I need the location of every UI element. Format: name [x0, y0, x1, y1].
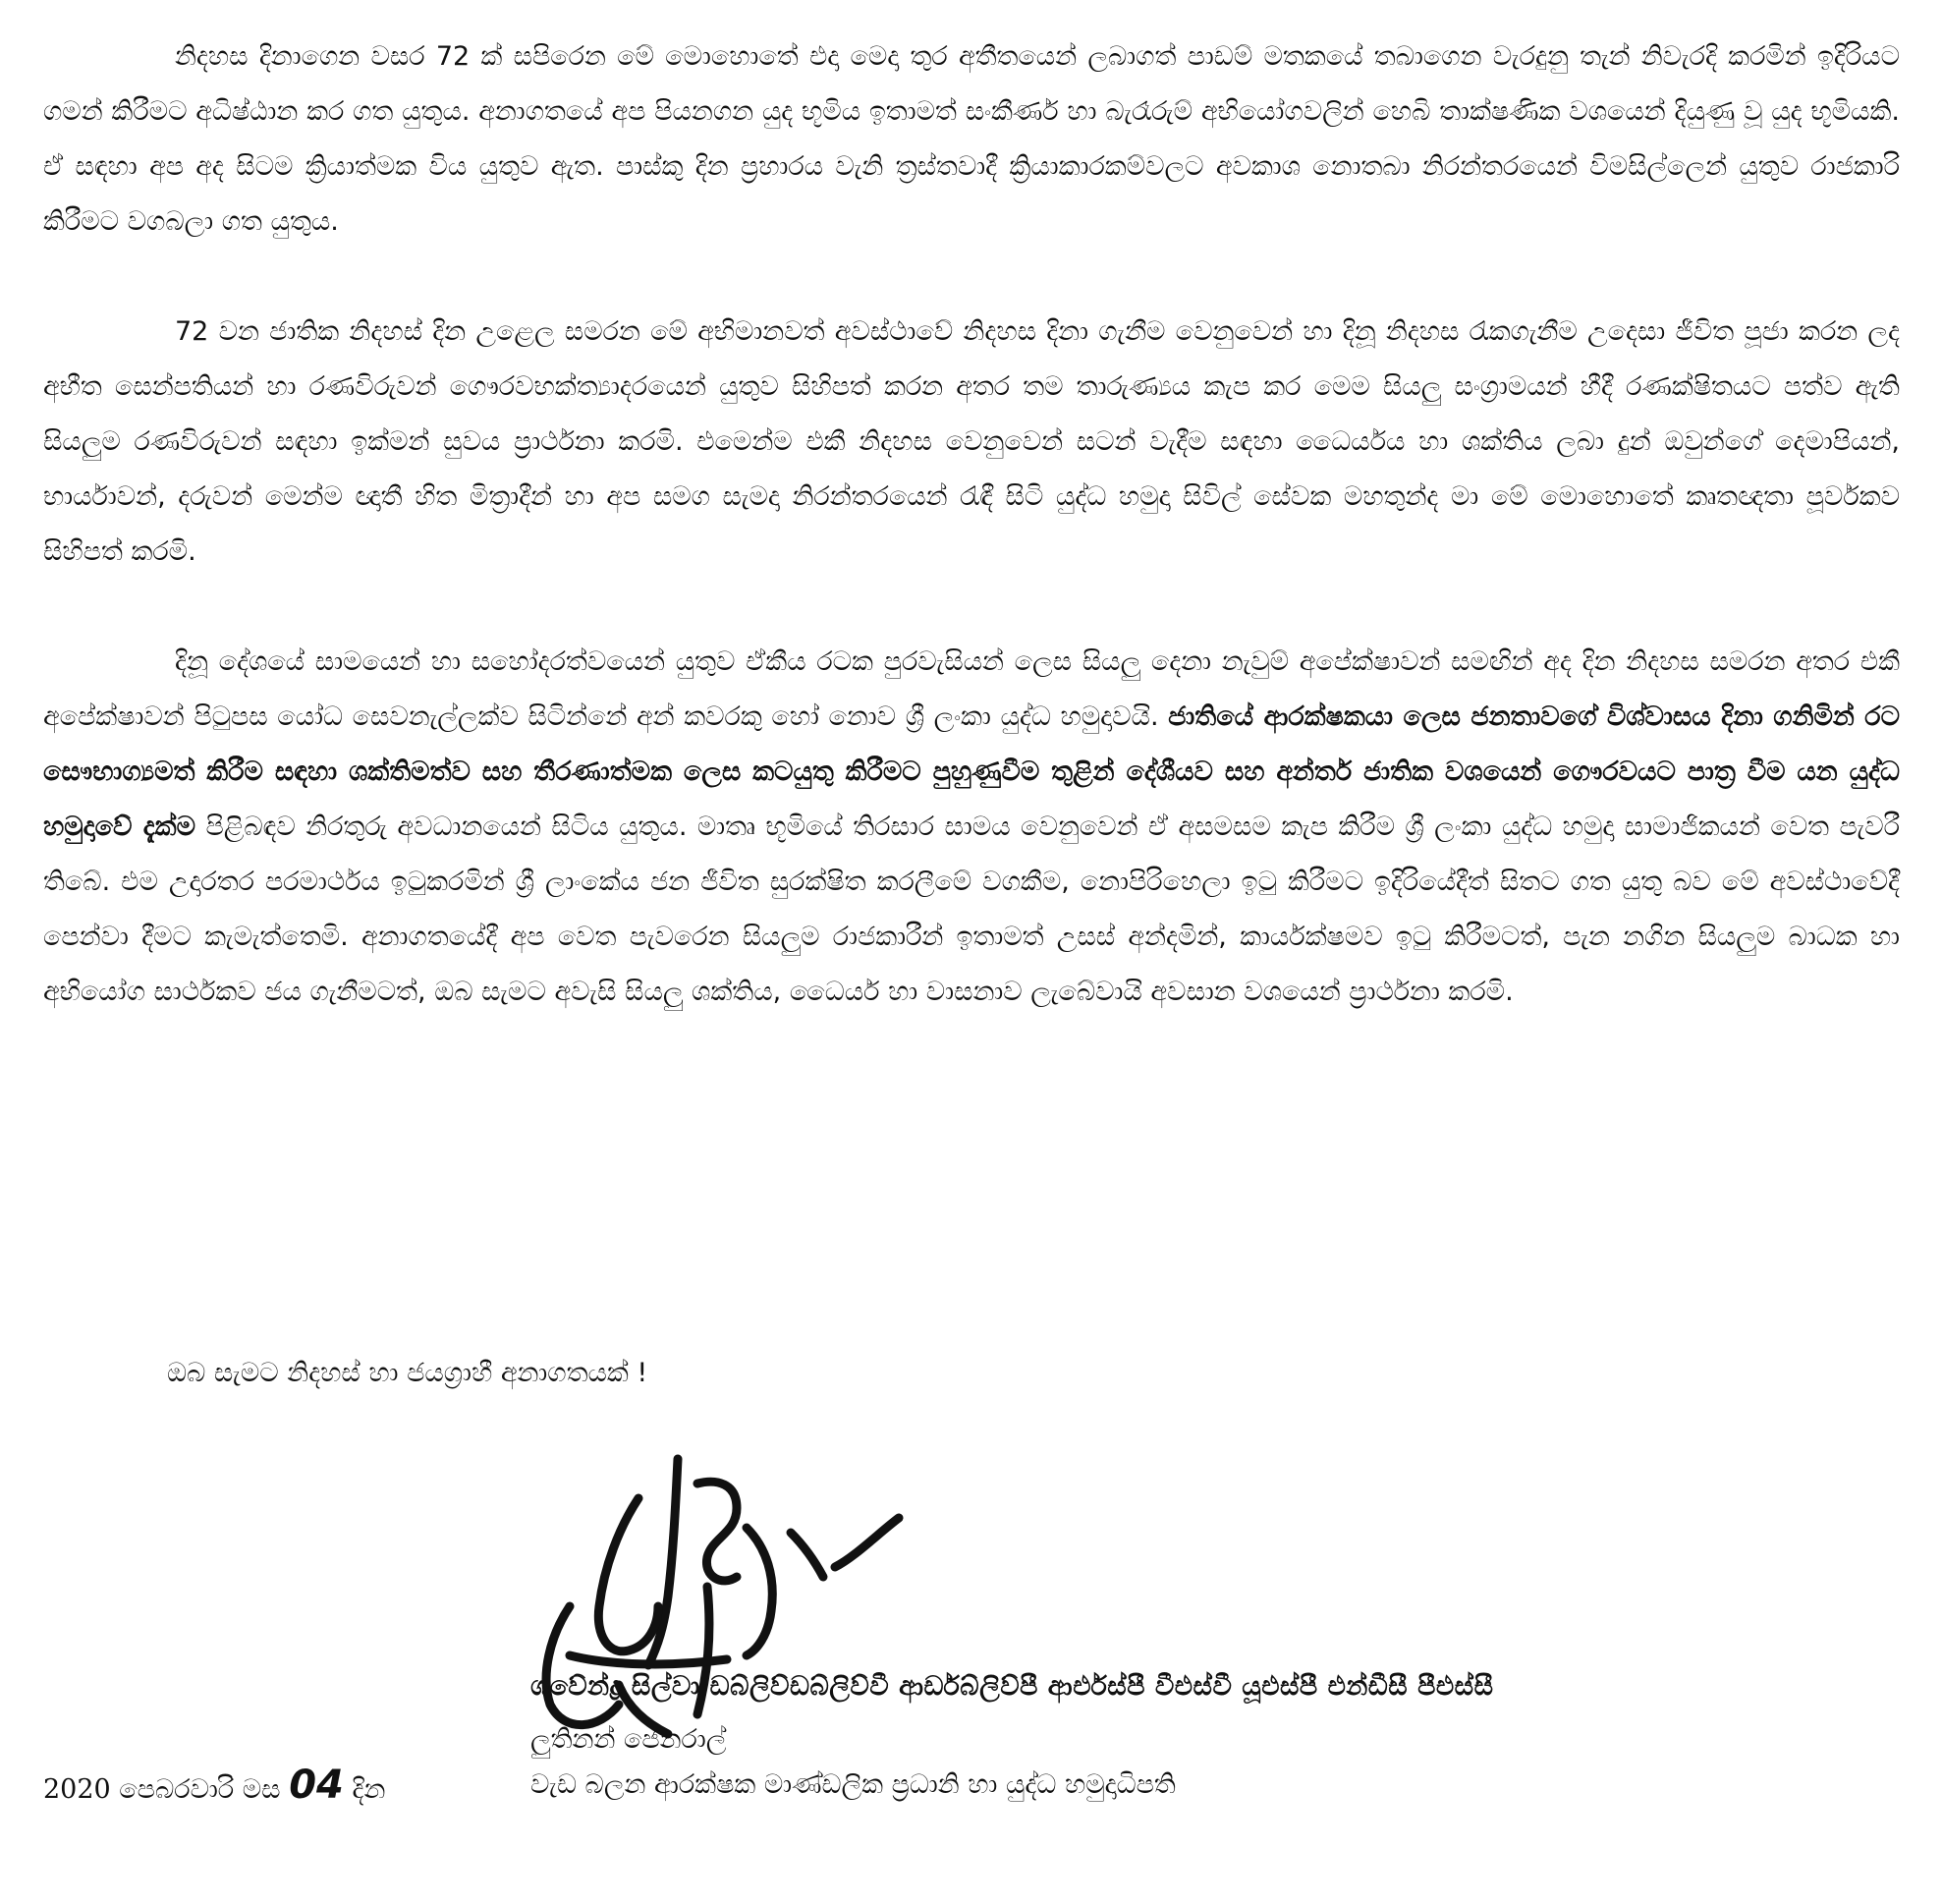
date-prefix: 2020 පෙබරවාරි මස	[43, 1774, 281, 1805]
letter-body	[43, 29, 1900, 1075]
date-day: 04	[289, 1763, 344, 1808]
signatory-block	[530, 1660, 1493, 1766]
paragraph-2-text: 72 වන ජාතික නිදහස් දින උළෙල සමරන මේ අභිමානවත් අවස්ථාවේ නිදහස දිනා ගැනීම වෙනුවෙන් හා දිනූ නිදහස රැකගැනීම උදෙසා ජීවිත පූජා කරන ලද අභීත සෙන්පතියන් හා රණවිරුවන් ගෞරවභක්ත්‍යාදරයෙන් යුතුව සිහිපත් කරන අතර තම තාරුණ්‍යය කැප කර මෙම සියලු සංග්‍රාමයන් හීදී රණක්ෂිතයට පත්ව ඇති සියලුම රණවිරුවන් සඳහා ඉක්මන් සුවය ප්‍රාර්ථනා කරමි. එමෙන්ම එකී නිදහස වෙනුවෙන් සටන් වැදීම සඳහා ධෛර්යය හා ශක්තිය ලබා දුන් ඔවුන්ගේ දෙමාපියන්, භාර්යාවන්, දරුවන් මෙන්ම ඥාතී හිත මිත්‍රාදීන් හා අප සමග සැමදා නිරන්තරයෙන් රැඳී සිටි යුද්ධ හමුදා සිවිල් සේවක මහතුන්ද මා මේ මොහොතේ කෘතඥතා පූර්වකව සිහිපත් කරමි.	[43, 316, 1900, 567]
signatory-rank: ලුතිනන් ජෙනරාල්	[530, 1724, 727, 1755]
date-suffix: දින	[352, 1774, 386, 1805]
paragraph-3-text-b: පිළිබඳව නිරතුරු අවධානයෙන් සිටිය යුතුය. මාතෘ භූමියේ තිරසාර සාමය වෙනුවෙන් ඒ අසමසම කැප කිරීම ශ්‍රී ලංකා යුද්ධ හමුදා සාමාජිකයන් වෙත පැවරී තිබේ. එම උදාරතර පරමාර්ථය ඉටුකරමින් ශ්‍රී ලාංකේය ජන ජීවිත සුරක්ෂිත කරලීමේ වගකීම, නොපිරිහෙලා ඉටු කිරීමට ඉදිරියේදීත් සිතට ගත යුතු බව මේ අවස්ථාවේදී පෙන්වා දීමට කැමැත්තෙමි. අනාගතයේදී අප වෙත පැවරෙන සියලුම රාජකාරීන් ඉතාමත් උසස් අන්දමින්, කාර්යක්ෂමව ඉටු කිරීමටත්, පැන නගින සියලුම බාධක හා අභියෝග සාර්ථකව ජය ගැනීමටත්, ඔබ සැමට අවැසි සියලු ශක්තිය, ධෛර්ය හා වාසනාව ලැබේවායි අවසාන වශයෙන් ප්‍රාර්ථනා කරමි.	[43, 812, 1900, 1007]
paragraph-1	[43, 29, 1900, 250]
signatory-designation: වැඩ බලන ආරක්ෂක මාණ්ඩලික ප්‍රධානි හා යුද්ධ හමුදාධිපති	[530, 1769, 1176, 1800]
letter-date	[43, 1759, 385, 1817]
paragraph-1-text: නිදහස දිනාගෙන වසර 72 ක් සපිරෙන මේ මොහොතේ එදා මෙදා තුර අතීතයෙන් ලබාගත් පාඩම් මතකයේ තබාගෙන වැරදුනු තැන් නිවැරදි කරමින් ඉදිරියට ගමන් කිරීමට අධිෂ්ඨාන කර ගත යුතුය. අනාගතයේ අප පියනගන යුද භූමිය ඉතාමත් සංකීර්ණ හා බැරෑරුම් අභියෝගවලින් හෙබි තාක්ෂණික වශයෙන් දියුණු වූ යුද භූමියකි. ඒ සඳහා අප අද සිටම ක්‍රියාත්මක විය යුතුව ඇත. පාස්කු දින ප්‍රහාරය වැනි ත්‍රස්තවාදී ක්‍රියාකාරකම්වලට අවකාශ නොතබා නිරන්තරයෙන් විමසිල්ලෙන් යුතුව රාජකාරි කිරීමට වගබලා ගත යුතුය.	[43, 41, 1900, 237]
paragraph-2	[43, 305, 1900, 580]
paragraph-3	[43, 635, 1900, 1020]
signatory-name: ශවේන්ද්‍ර සිල්වා ඩබ්ලිව්ඩබ්ලිව්වී ආර්ඩබ්ලිව්පී ආර්එස්පී වීඑස්වී යූඑස්පී එන්ඩීසී පීඑස්සී	[530, 1671, 1494, 1702]
paragraph-3-text-a: දිනූ දේශයේ සාමයෙන් හා සහෝදරත්වයෙන් යුතුව ඒකීය රටක පුරවැසියන් ලෙස සියලු දෙනා නැවුම් අපේක්ෂාවන් සමඟින් අද දින නිදහස සමරන අතර එකී අපේක්ෂාවන් පිටුපස යෝධ සෙවනැල්ලක්ව සිටින්නේ අන් කවරකු හෝ නොව ශ්‍රී ලංකා යුද්ධ හමුදාවයි.	[43, 646, 1900, 732]
closing-wish: ඔබ සැමට නිදහස් හා ජයග්‍රාහී අනාගතයක් !	[167, 1358, 648, 1388]
army-vision-text: ජාතියේ ආරක්ෂකයා ලෙස ජනතාවගේ විශ්වාසය දිනා ගනිමින් රට සෞභාග්‍යමත් කිරීම සඳහා ශක්තිමත්ව සහ තීරණාත්මක ලෙස කටයුතු කිරීමට පුහුණුවීම තුළින් දේශීයව සහ අන්තර් ජාතික වශයෙන් ගෞරවයට පාත්‍ර වීම යන යුද්ධ හමුදාවේ දැක්ම	[43, 701, 1900, 842]
